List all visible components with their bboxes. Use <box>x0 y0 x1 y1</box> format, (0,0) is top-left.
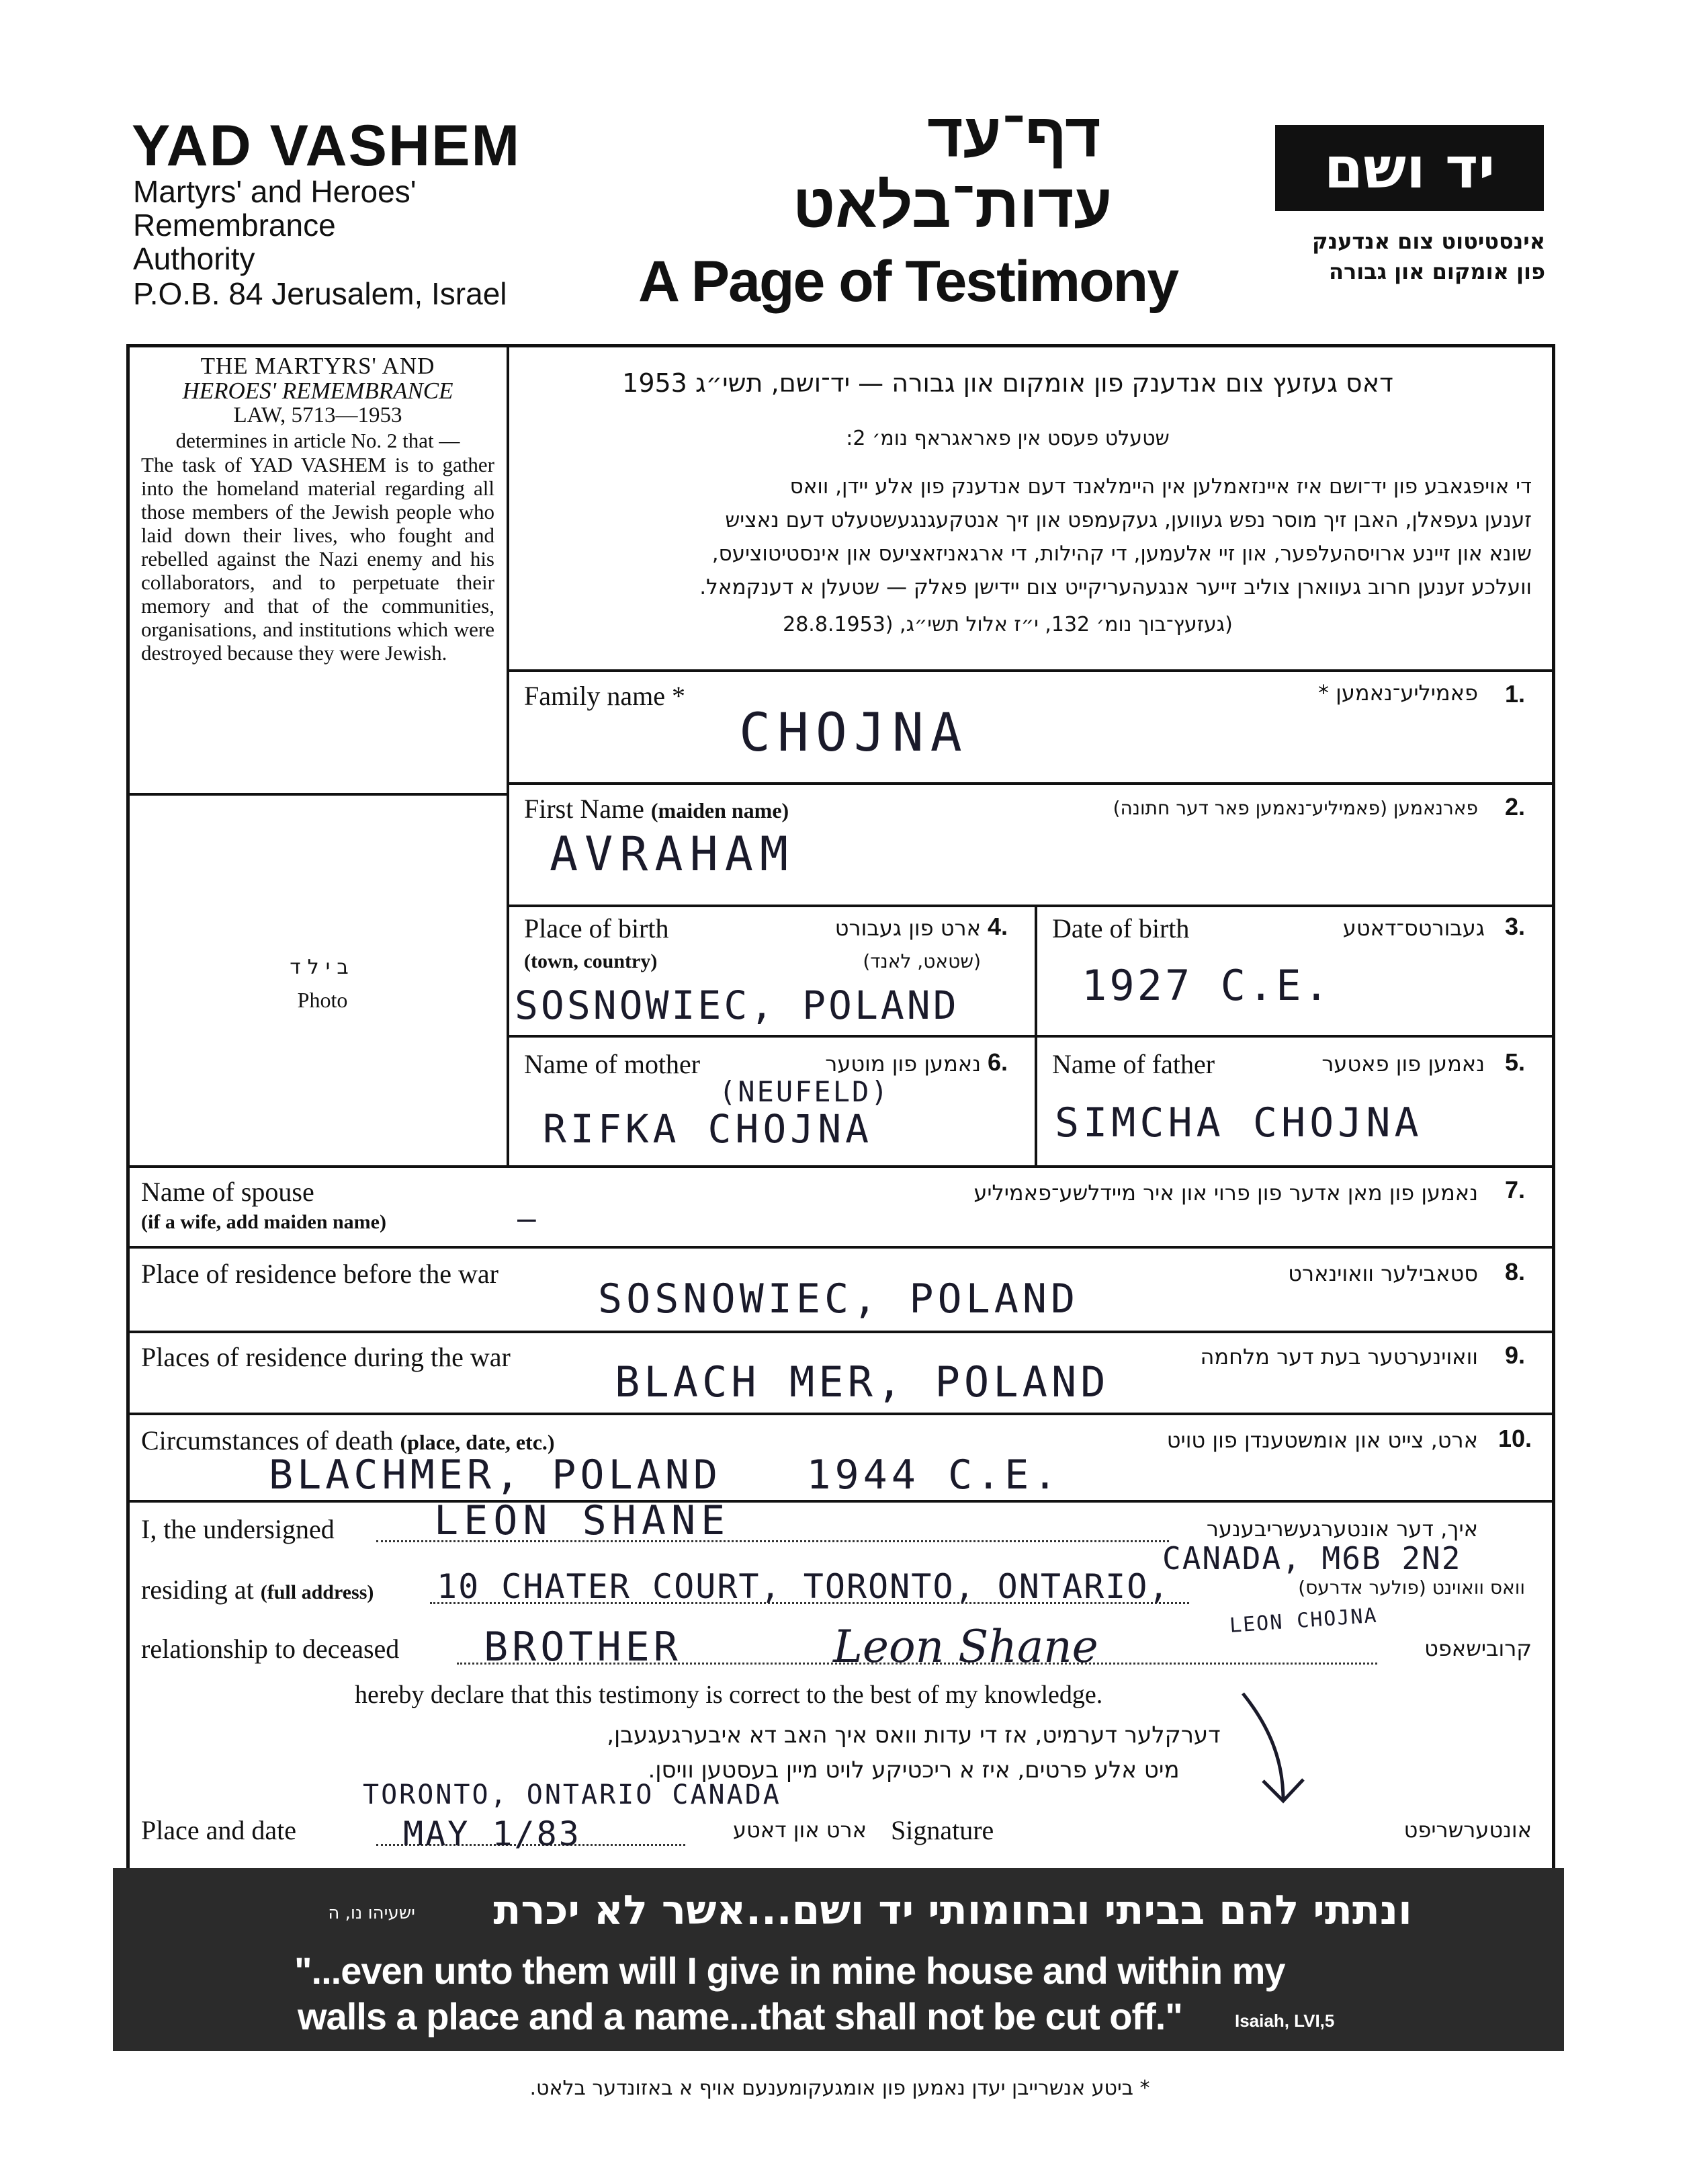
photo-hebrew: בילד <box>290 956 355 979</box>
row4-top <box>507 1035 1552 1038</box>
law-title-3: LAW, 5713—1953 <box>233 403 402 427</box>
hebrew-law-line2: זענען געפאלן, האבן זיך מוסר נפש געווען, געקעמפט און זיך אנטקעגנגעשטעלט דעם נאציש <box>725 508 1532 532</box>
relationship-value[interactable]: BROTHER <box>484 1624 682 1671</box>
banner-line-1: "...even unto them will I give in mine house and within my <box>294 1949 1285 1992</box>
hebrew-law-line3: שונא און זיינע ארויסהעלפער, און זיי אלעמען, די קהילות, די ארגאניזאציעס און אינסטיטוציעס, <box>711 542 1532 566</box>
law-box <box>141 353 494 665</box>
hebrew-law-title: דאס געזעץ צום אנדענק פון אומקום און גבורה — יד־ושם, תשי״ג 1953 <box>622 368 1393 398</box>
date-of-birth-value[interactable]: 1927 C.E. <box>1082 961 1332 1010</box>
residence-before-hebrew: סטאבילער וואוינארט <box>1288 1261 1478 1286</box>
father-hebrew: נאמען פון פאטער <box>1321 1051 1485 1077</box>
hebrew-law-line1: די אויפגאבע פון יד־ושם איז איינזאמלען אין היימלאנד דעם אנדענק פון אלע יידן, וואס <box>789 474 1532 499</box>
signature-hebrew: אונטערשריפט <box>1403 1817 1532 1843</box>
death-label-main: Circumstances of death <box>141 1425 394 1456</box>
mother-value-note[interactable]: (NEUFELD) <box>719 1075 890 1108</box>
place-of-birth-value[interactable]: SOSNOWIEC, POLAND <box>515 982 959 1028</box>
death-label-small: (place, date, etc.) <box>400 1430 555 1454</box>
undersigned-value[interactable]: LEON SHANE <box>434 1497 731 1544</box>
institute-line2: פון אומקום און גבורה <box>1328 259 1545 284</box>
spouse-label-small: (if a wife, add maiden name) <box>141 1211 386 1233</box>
first-name-hebrew: פארנאמען (פאמיליע־נאמען פאר דער חתונה) <box>1113 797 1478 819</box>
org-line2: Remembrance <box>133 208 336 243</box>
death-num: 10. <box>1498 1425 1532 1452</box>
spouse-hebrew: נאמען פון מאן אדער פון פרוי און איר מיידלשע־פאמיליע <box>973 1180 1478 1206</box>
father-num: 5. <box>1505 1048 1526 1076</box>
org-name: YAD VASHEM <box>132 114 521 178</box>
spouse-label: Name of spouse <box>141 1177 314 1207</box>
residing-value[interactable]: 10 CHATER COURT, TORONTO, ONTARIO, <box>437 1567 1170 1606</box>
law-box-bottom <box>126 793 507 796</box>
photo-label: Photo <box>297 988 348 1012</box>
page-title: A Page of Testimony <box>638 249 1178 314</box>
place-date-hebrew: ארט און דאטע <box>732 1817 867 1843</box>
residence-during-label: Places of residence during the war <box>141 1342 511 1372</box>
banner-reference: Isaiah, LVI,5 <box>1235 2011 1335 2031</box>
hebrew-law-line4: וועלכע זענען חרוב געווארן צוליב זייער אנגעהעריקייט צום יידישן פאלק — שטעלן א דענקמאל. <box>699 575 1532 599</box>
residence-before-label: Place of residence before the war <box>141 1259 498 1289</box>
signature-handwritten[interactable]: Leon Shane <box>833 1621 1098 1673</box>
banner-line-2: walls a place and a name...that shall not be cut off." <box>298 1995 1182 2038</box>
first-name-value[interactable]: AVRAHAM <box>550 827 795 882</box>
place-of-birth-label: Place of birth <box>524 913 669 943</box>
title-hebrew-1: דף־עד <box>927 101 1101 170</box>
place-of-birth-num: 4. <box>988 913 1008 940</box>
law-title-2: HEROES' REMEMBRANCE <box>182 378 453 404</box>
logo <box>1275 125 1544 211</box>
title-hebrew-2: עדות־בלאט <box>793 172 1113 241</box>
residence-during-hebrew: וואוינערטער בעת דער מלחמה <box>1200 1344 1478 1370</box>
residence-during-value[interactable]: BLACH MER, POLAND <box>615 1357 1110 1406</box>
footer-note: * ביטע אנשרייבן יעדן נאמען פון אומגעקומענעם אויף א באזונדער בלאט. <box>529 2076 1150 2100</box>
residing-hebrew: וואס וואוינט (פולער אדרעס) <box>1298 1577 1525 1599</box>
row9-top <box>126 1500 1555 1503</box>
row1-top <box>507 669 1552 672</box>
mother-label: Name of mother <box>524 1049 701 1079</box>
frame-right <box>1552 344 1555 1868</box>
mother-num: 6. <box>988 1048 1008 1076</box>
family-name-num: 1. <box>1505 680 1526 708</box>
org-address: P.O.B. 84 Jerusalem, Israel <box>133 276 507 311</box>
residing-label-main: residing at <box>141 1574 254 1605</box>
place-of-birth-hebrew-small: (שטאט, לאנד) <box>863 950 981 972</box>
residing-label <box>141 1574 374 1605</box>
col-divider <box>507 344 509 1167</box>
relationship-label: relationship to deceased <box>141 1634 400 1664</box>
mother-value[interactable]: RIFKA CHOJNA <box>543 1106 873 1152</box>
father-value[interactable]: SIMCHA CHOJNA <box>1055 1099 1423 1146</box>
residing-label-small: (full address) <box>260 1581 374 1603</box>
father-label: Name of father <box>1052 1049 1215 1079</box>
row6-top <box>126 1246 1555 1249</box>
mother-hebrew: נאמען פון מוטער <box>825 1051 981 1077</box>
signature-note[interactable]: LEON CHOJNA <box>1229 1603 1379 1638</box>
row7-top <box>126 1331 1555 1333</box>
first-name-label-main: First Name <box>524 794 644 824</box>
banner-hebrew: ונתתי להם בביתי ובחומותי יד ושם...אשר לא יכרת <box>493 1887 1412 1934</box>
place-note[interactable]: TORONTO, ONTARIO CANADA <box>363 1779 781 1810</box>
first-name-num: 2. <box>1505 793 1526 821</box>
place-of-birth-label-small: (town, country) <box>524 950 658 972</box>
place-date-label: Place and date <box>141 1815 296 1845</box>
spouse-value[interactable]: — <box>517 1200 543 1236</box>
frame-top <box>126 344 1555 347</box>
residence-before-num: 8. <box>1505 1258 1526 1286</box>
undersigned-label: I, the undersigned <box>141 1514 335 1544</box>
death-value[interactable]: BLACHMER, POLAND 1944 C.E. <box>269 1452 1061 1499</box>
signature-label: Signature <box>891 1815 994 1845</box>
place-of-birth-hebrew: ארט פון געבורט <box>834 915 981 941</box>
relationship-hebrew: קרובישאפט <box>1424 1636 1532 1661</box>
row5-top <box>126 1165 1555 1168</box>
first-name-label-small: (maiden name) <box>650 798 789 823</box>
hebrew-law-citation: (געזעץ־בוך נומ׳ 132, י״ז אלול תשי״ג, (28.8.1953 <box>783 613 1233 636</box>
spouse-num: 7. <box>1505 1176 1526 1204</box>
org-line3: Authority <box>133 241 255 276</box>
banner-hebrew-ref: ישעיהו נו, ה <box>328 1903 415 1923</box>
logo-text: יד ושם <box>1323 135 1495 201</box>
residing-value-2[interactable]: CANADA, M6B 2N2 <box>1162 1540 1462 1577</box>
residence-before-value[interactable]: SOSNOWIEC, POLAND <box>598 1275 1080 1322</box>
date-of-birth-num: 3. <box>1505 913 1526 940</box>
undersigned-hebrew: איך, דער אונטערגעשריבענער <box>1206 1516 1478 1542</box>
family-name-label: Family name * <box>524 681 685 711</box>
org-line1: Martyrs' and Heroes' <box>133 174 417 209</box>
row3-top <box>507 905 1552 907</box>
date-of-birth-hebrew: געבורטס־דאטע <box>1342 915 1485 941</box>
law-intro: determines in article No. 2 that — <box>175 429 460 452</box>
law-title-1: THE MARTYRS' AND <box>200 353 435 379</box>
first-name-label <box>524 793 789 825</box>
law-body: The task of YAD VASHEM is to gather into the homeland material regarding all those members of the Jewish people who laid down their lives, who fought and rebelled against the Nazi enemy and his collaborators, and to perpetuate their memory and that of the communities, organisations, and institutions which were destroyed because they were Jewish. <box>141 453 494 665</box>
hebrew-law-subtitle: שטעלט פעסט אין פאראגראף נומ׳ 2: <box>846 427 1170 450</box>
declare-hebrew-1: דערקלער דערמיט, אז די עדות וואס איך האב דא איבערגעגעבן, <box>607 1722 1221 1749</box>
family-name-value[interactable]: CHOJNA <box>739 703 969 763</box>
mid-divider <box>1035 905 1037 1167</box>
handwritten-arrow <box>1229 1687 1323 1808</box>
row2-top <box>507 782 1552 785</box>
quote-banner <box>113 1868 1564 2051</box>
death-hebrew: ארט, צייט און אומשטענדן פון טויט <box>1166 1427 1478 1453</box>
residence-during-num: 9. <box>1505 1341 1526 1369</box>
frame-left <box>126 344 130 1868</box>
declare-hebrew-2: מיט אלע פרטים, איז א ריכטיקע לויט מיין בעסטען וויסן. <box>648 1757 1180 1783</box>
date-of-birth-label: Date of birth <box>1052 913 1190 943</box>
place-date-value[interactable]: MAY 1/83 <box>403 1814 581 1853</box>
institute-line1: אינסטיטוט צום אנדענק <box>1312 228 1545 254</box>
family-name-hebrew: פאמיליע־נאמען * <box>1317 680 1478 706</box>
row8-top <box>126 1413 1555 1415</box>
declare-text: hereby declare that this testimony is correct to the best of my knowledge. <box>355 1681 1103 1709</box>
